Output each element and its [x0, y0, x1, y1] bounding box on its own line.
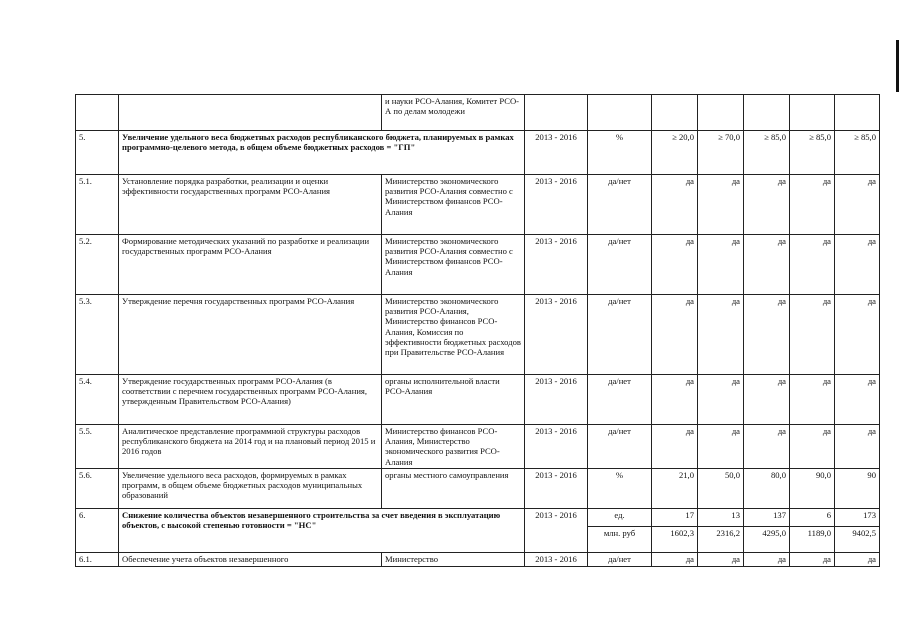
value-cell: 9402,5 [835, 527, 880, 553]
value-cell: 6 [790, 509, 835, 527]
period-cell: 2013 - 2016 [525, 553, 588, 567]
value-cell: да [744, 375, 790, 425]
table-row [76, 469, 880, 509]
value-cell: да [698, 553, 744, 567]
value-cell: да [652, 425, 698, 469]
period-cell [525, 95, 588, 131]
period-cell: 2013 - 2016 [525, 509, 588, 553]
row-number: 6.1. [76, 553, 119, 567]
value-cell: да [652, 175, 698, 235]
unit-cell: да/нет [588, 235, 652, 295]
row-name: Формирование методических указаний по разработке и реализации государственных программ РСО-Алания [119, 235, 382, 295]
table-row [76, 235, 880, 295]
value-cell: да [698, 425, 744, 469]
row-number: 5.6. [76, 469, 119, 509]
value-cell: да [790, 375, 835, 425]
unit-cell: да/нет [588, 175, 652, 235]
value-cell: да [652, 553, 698, 567]
value-cell: да [744, 425, 790, 469]
table-row [76, 509, 880, 527]
unit-cell [588, 95, 652, 131]
value-cell: да [835, 425, 880, 469]
value-cell: 1189,0 [790, 527, 835, 553]
period-cell: 2013 - 2016 [525, 469, 588, 509]
value-cell: да [835, 295, 880, 375]
row-name: Аналитическое представление программной структуры расходов республиканского бюджета на 2014 год и на плановый период 2015 и 2016 годов [119, 425, 382, 469]
value-cell: 80,0 [744, 469, 790, 509]
value-cell: 13 [698, 509, 744, 527]
table-row [76, 553, 880, 567]
value-cell: да [652, 375, 698, 425]
value-cell [790, 95, 835, 131]
value-cell: 17 [652, 509, 698, 527]
value-cell [835, 95, 880, 131]
value-cell: да [835, 175, 880, 235]
unit-cell: да/нет [588, 375, 652, 425]
unit-cell: ед. [588, 509, 652, 527]
value-cell: да [698, 175, 744, 235]
row-number: 5.4. [76, 375, 119, 425]
unit-cell: млн. руб [588, 527, 652, 553]
value-cell: да [790, 553, 835, 567]
unit-cell: да/нет [588, 553, 652, 567]
row-number: 5.5. [76, 425, 119, 469]
value-cell: да [790, 235, 835, 295]
value-cell: да [652, 235, 698, 295]
value-cell: да [835, 375, 880, 425]
value-cell: да [790, 425, 835, 469]
value-cell: да [698, 295, 744, 375]
row-name: Обеспечение учета объектов незавершенного [119, 553, 382, 567]
row-number: 6. [76, 509, 119, 553]
row-number [76, 95, 119, 131]
period-cell: 2013 - 2016 [525, 425, 588, 469]
value-cell: 173 [835, 509, 880, 527]
row-number: 5.3. [76, 295, 119, 375]
responsible-cell: Министерство финансов РСО-Алания, Министерство экономического развития РСО-Алания [382, 425, 525, 469]
responsible-cell: и науки РСО-Алания, Комитет РСО-А по делам молодежи [382, 95, 525, 131]
value-cell: да [744, 295, 790, 375]
value-cell: да [835, 235, 880, 295]
value-cell: да [790, 295, 835, 375]
row-name: Установление порядка разработки, реализации и оценки эффективности государственных программ РСО-Алания [119, 175, 382, 235]
row-name: Утверждение перечня государственных программ РСО-Алания [119, 295, 382, 375]
unit-cell: да/нет [588, 425, 652, 469]
value-cell: ≥ 85,0 [835, 131, 880, 175]
value-cell: 50,0 [698, 469, 744, 509]
table-row [76, 175, 880, 235]
period-cell: 2013 - 2016 [525, 295, 588, 375]
margin-mark [896, 40, 899, 92]
row-name: Увеличение удельного веса бюджетных расходов республиканского бюджета, планируемых в рамках программно-целевого метода, в общем объеме бюджетных расходов = "ГП" [119, 131, 525, 175]
table-row [76, 295, 880, 375]
responsible-cell: Министерство экономического развития РСО-Алания совместно с Министерством финансов РСО-Алания [382, 235, 525, 295]
value-cell [698, 95, 744, 131]
indicators-table [75, 94, 880, 567]
row-number: 5.2. [76, 235, 119, 295]
row-name: Увеличение удельного веса расходов, формируемых в рамках программ, в общем объеме бюджетных расходов муниципальных образований [119, 469, 382, 509]
row-name [119, 95, 382, 131]
table-row [76, 131, 880, 175]
table-row [76, 425, 880, 469]
unit-cell: % [588, 131, 652, 175]
row-name: Утверждение государственных программ РСО-Алания (в соответствии с перечнем государственных программ РСО-Алания, утвержденным Правительством РСО-Алания) [119, 375, 382, 425]
value-cell: да [698, 235, 744, 295]
period-cell: 2013 - 2016 [525, 235, 588, 295]
value-cell: да [744, 553, 790, 567]
value-cell: 90 [835, 469, 880, 509]
value-cell: да [744, 235, 790, 295]
value-cell: да [652, 295, 698, 375]
value-cell: да [835, 553, 880, 567]
value-cell: 2316,2 [698, 527, 744, 553]
period-cell: 2013 - 2016 [525, 175, 588, 235]
responsible-cell: органы исполнительной власти РСО-Алания [382, 375, 525, 425]
value-cell: 4295,0 [744, 527, 790, 553]
responsible-cell: Министерство экономического развития РСО-Алания, Министерство финансов РСО-Алания, Комиссия по эффективности бюджетных расходов при Правительстве РСО-Алания [382, 295, 525, 375]
unit-cell: да/нет [588, 295, 652, 375]
responsible-cell: органы местного самоуправления [382, 469, 525, 509]
value-cell [744, 95, 790, 131]
row-number: 5.1. [76, 175, 119, 235]
value-cell: ≥ 85,0 [744, 131, 790, 175]
value-cell: 137 [744, 509, 790, 527]
responsible-cell: Министерство экономического развития РСО-Алания совместно с Министерством финансов РСО-Алания [382, 175, 525, 235]
period-cell: 2013 - 2016 [525, 375, 588, 425]
value-cell: 21,0 [652, 469, 698, 509]
value-cell: ≥ 85,0 [790, 131, 835, 175]
period-cell: 2013 - 2016 [525, 131, 588, 175]
value-cell: да [698, 375, 744, 425]
responsible-cell: Министерство [382, 553, 525, 567]
value-cell: 90,0 [790, 469, 835, 509]
unit-cell: % [588, 469, 652, 509]
table-row [76, 375, 880, 425]
value-cell: да [790, 175, 835, 235]
value-cell: 1602,3 [652, 527, 698, 553]
table-row [76, 95, 880, 131]
row-name: Снижение количества объектов незавершенного строительства за счет введения в эксплуатацию объектов, с высокой степенью готовности = "НС" [119, 509, 525, 553]
row-number: 5. [76, 131, 119, 175]
value-cell: ≥ 20,0 [652, 131, 698, 175]
value-cell [652, 95, 698, 131]
value-cell: да [744, 175, 790, 235]
value-cell: ≥ 70,0 [698, 131, 744, 175]
